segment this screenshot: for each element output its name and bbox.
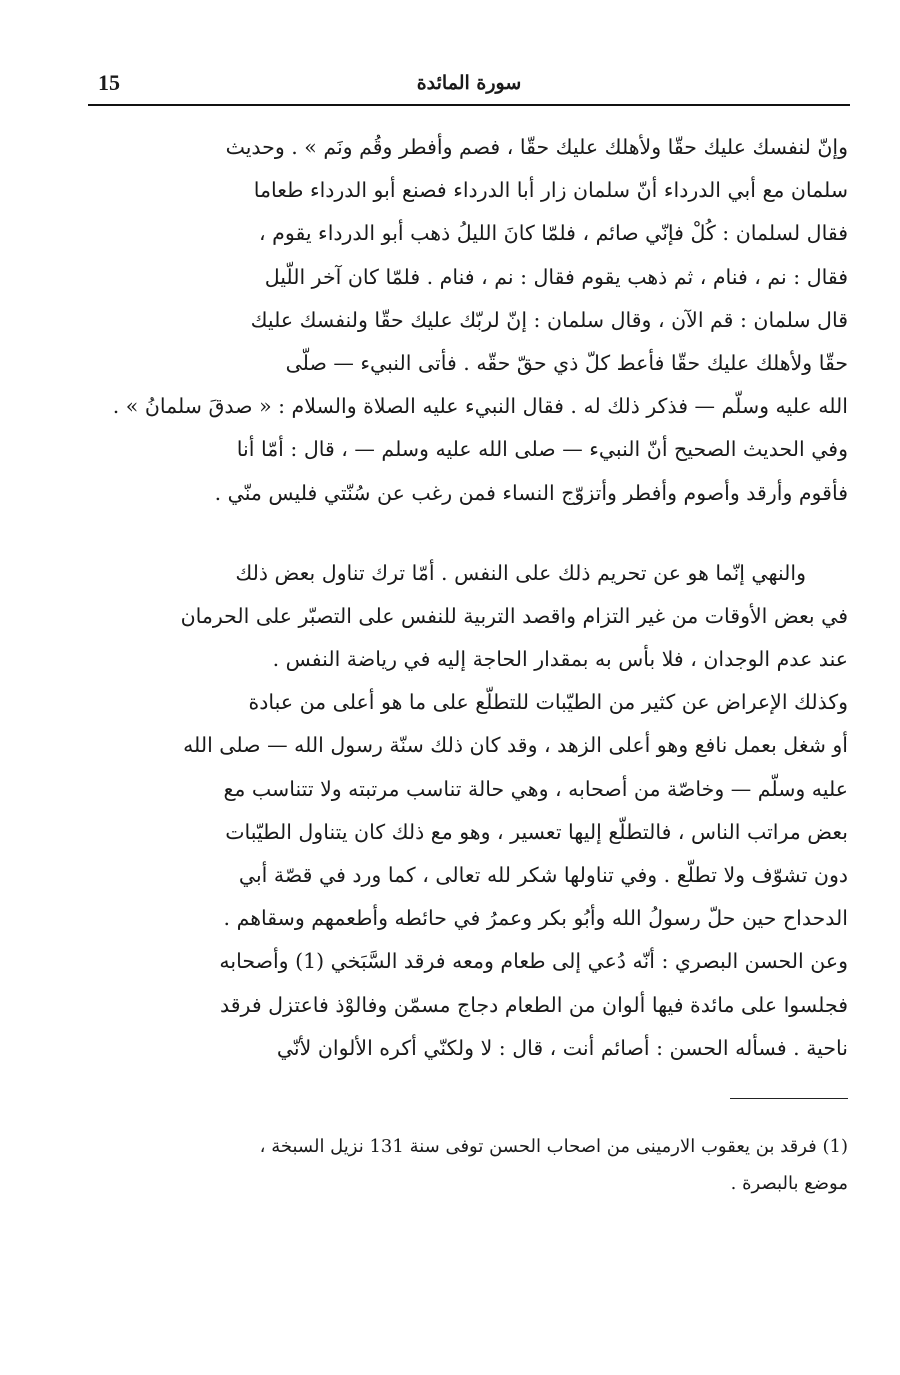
running-title: سورة المائدة: [416, 72, 522, 94]
text-line: قال سلمان : قم الآن ، وقال سلمان : إنّ لربّك عليك حقّا ولنفسك عليك: [250, 307, 848, 332]
text-line: وعن الحسن البصري : أنّه دُعي إلى طعام ومعه فرقد السَّبَخي (1) وأصحابه: [219, 949, 848, 974]
footnote: [96, 1128, 848, 1202]
text-line: ناحية . فسأله الحسن : أصائم أنت ، قال : لا ولكنّي أكره الألوان لأنّي: [276, 1035, 848, 1060]
text-line: دون تشوّف ولا تطلّع . وفي تناولها شكر لله تعالى ، كما ورد في قصّة أبي: [238, 863, 848, 887]
text-line: عليه وسلّم — وخاصّة من أصحابه ، وهي حالة تناسب مرتبته ولا تتناسب مع: [223, 776, 848, 801]
footnote-line: موضع بالبصرة .: [730, 1173, 848, 1194]
text-line: وفي الحديث الصحيح أنّ النبيء — صلى الله عليه وسلم — ، قال : أمّا أنا: [236, 437, 848, 462]
body-text: [96, 126, 848, 1070]
text-line: بعض مراتب الناس ، فالتطلّع إليها تعسير ، وهو مع ذلك كان يتناول الطيّبات: [225, 819, 848, 844]
text-line: في بعض الأوقات من غير التزام واقصد التربية للنفس على التصبّر على الحرمان: [180, 603, 848, 628]
header-rule: [88, 104, 850, 106]
text-line: سلمان مع أبي الدرداء أنّ سلمان زار أبا الدرداء فصنع أبو الدرداء طعاما: [253, 178, 848, 203]
text-line: فقال : نم ، فنام ، ثم ذهب يقوم فقال : نم ، فنام . فلمّا كان آخر اللّيل: [264, 264, 848, 289]
text-line: عند عدم الوجدان ، فلا بأس به بمقدار الحاجة إليه في رياضة النفس .: [272, 647, 848, 672]
text-line: فقال لسلمان : كُلْ فإنّي صائم ، فلمّا كانَ الليلُ ذهب أبو الدرداء يقوم ،: [259, 221, 848, 246]
text-line: أو شغل بعمل نافع وهو أعلى الزهد ، وقد كان ذلك سنّة رسول الله — صلى الله: [183, 733, 848, 758]
page-number: 15: [98, 70, 120, 95]
text-line: وإنّ لنفسك عليك حقّا ولأهلك عليك حقّا ، فصم وأفطر وقُم ونَم » . وحديث: [225, 135, 848, 159]
paragraph-1: [96, 126, 848, 515]
footnote-line: (1) فرقد بن يعقوب الارمينى من اصحاب الحسن توفى سنة 131 نزيل السبخة ،: [259, 1136, 848, 1157]
text-line: الدحداح حين حلّ رسولُ الله وأبُو بكر وعمرُ في حائطه وأطعمهم وسقاهم .: [223, 906, 848, 931]
paragraph-2: [96, 552, 848, 1070]
text-line: الله عليه وسلّم — فذكر ذلك له . فقال النبيء عليه الصلاة والسلام : « صدقَ سلمانُ » .: [112, 394, 848, 419]
footnote-rule: [730, 1098, 848, 1099]
text-line: فأقوم وأرقد وأصوم وأفطر وأتزوّج النساء فمن رغب عن سُنّتي فليس منّي .: [214, 480, 848, 505]
text-line: فجلسوا على مائدة فيها ألوان من الطعام دجاج مسمّن وفالوْذ فاعتزل فرقد: [219, 992, 848, 1017]
text-line: والنهي إنّما هو عن تحريم ذلك على النفس . أمّا ترك تناول بعض ذلك: [235, 560, 806, 585]
text-line: وكذلك الإعراض عن كثير من الطيّبات للتطلّع على ما هو أعلى من عبادة: [248, 690, 848, 715]
text-line: حقّا ولأهلك عليك حقّا فأعط كلّ ذي حقّ حقّه . فأتى النبيء — صلّى: [285, 350, 848, 375]
